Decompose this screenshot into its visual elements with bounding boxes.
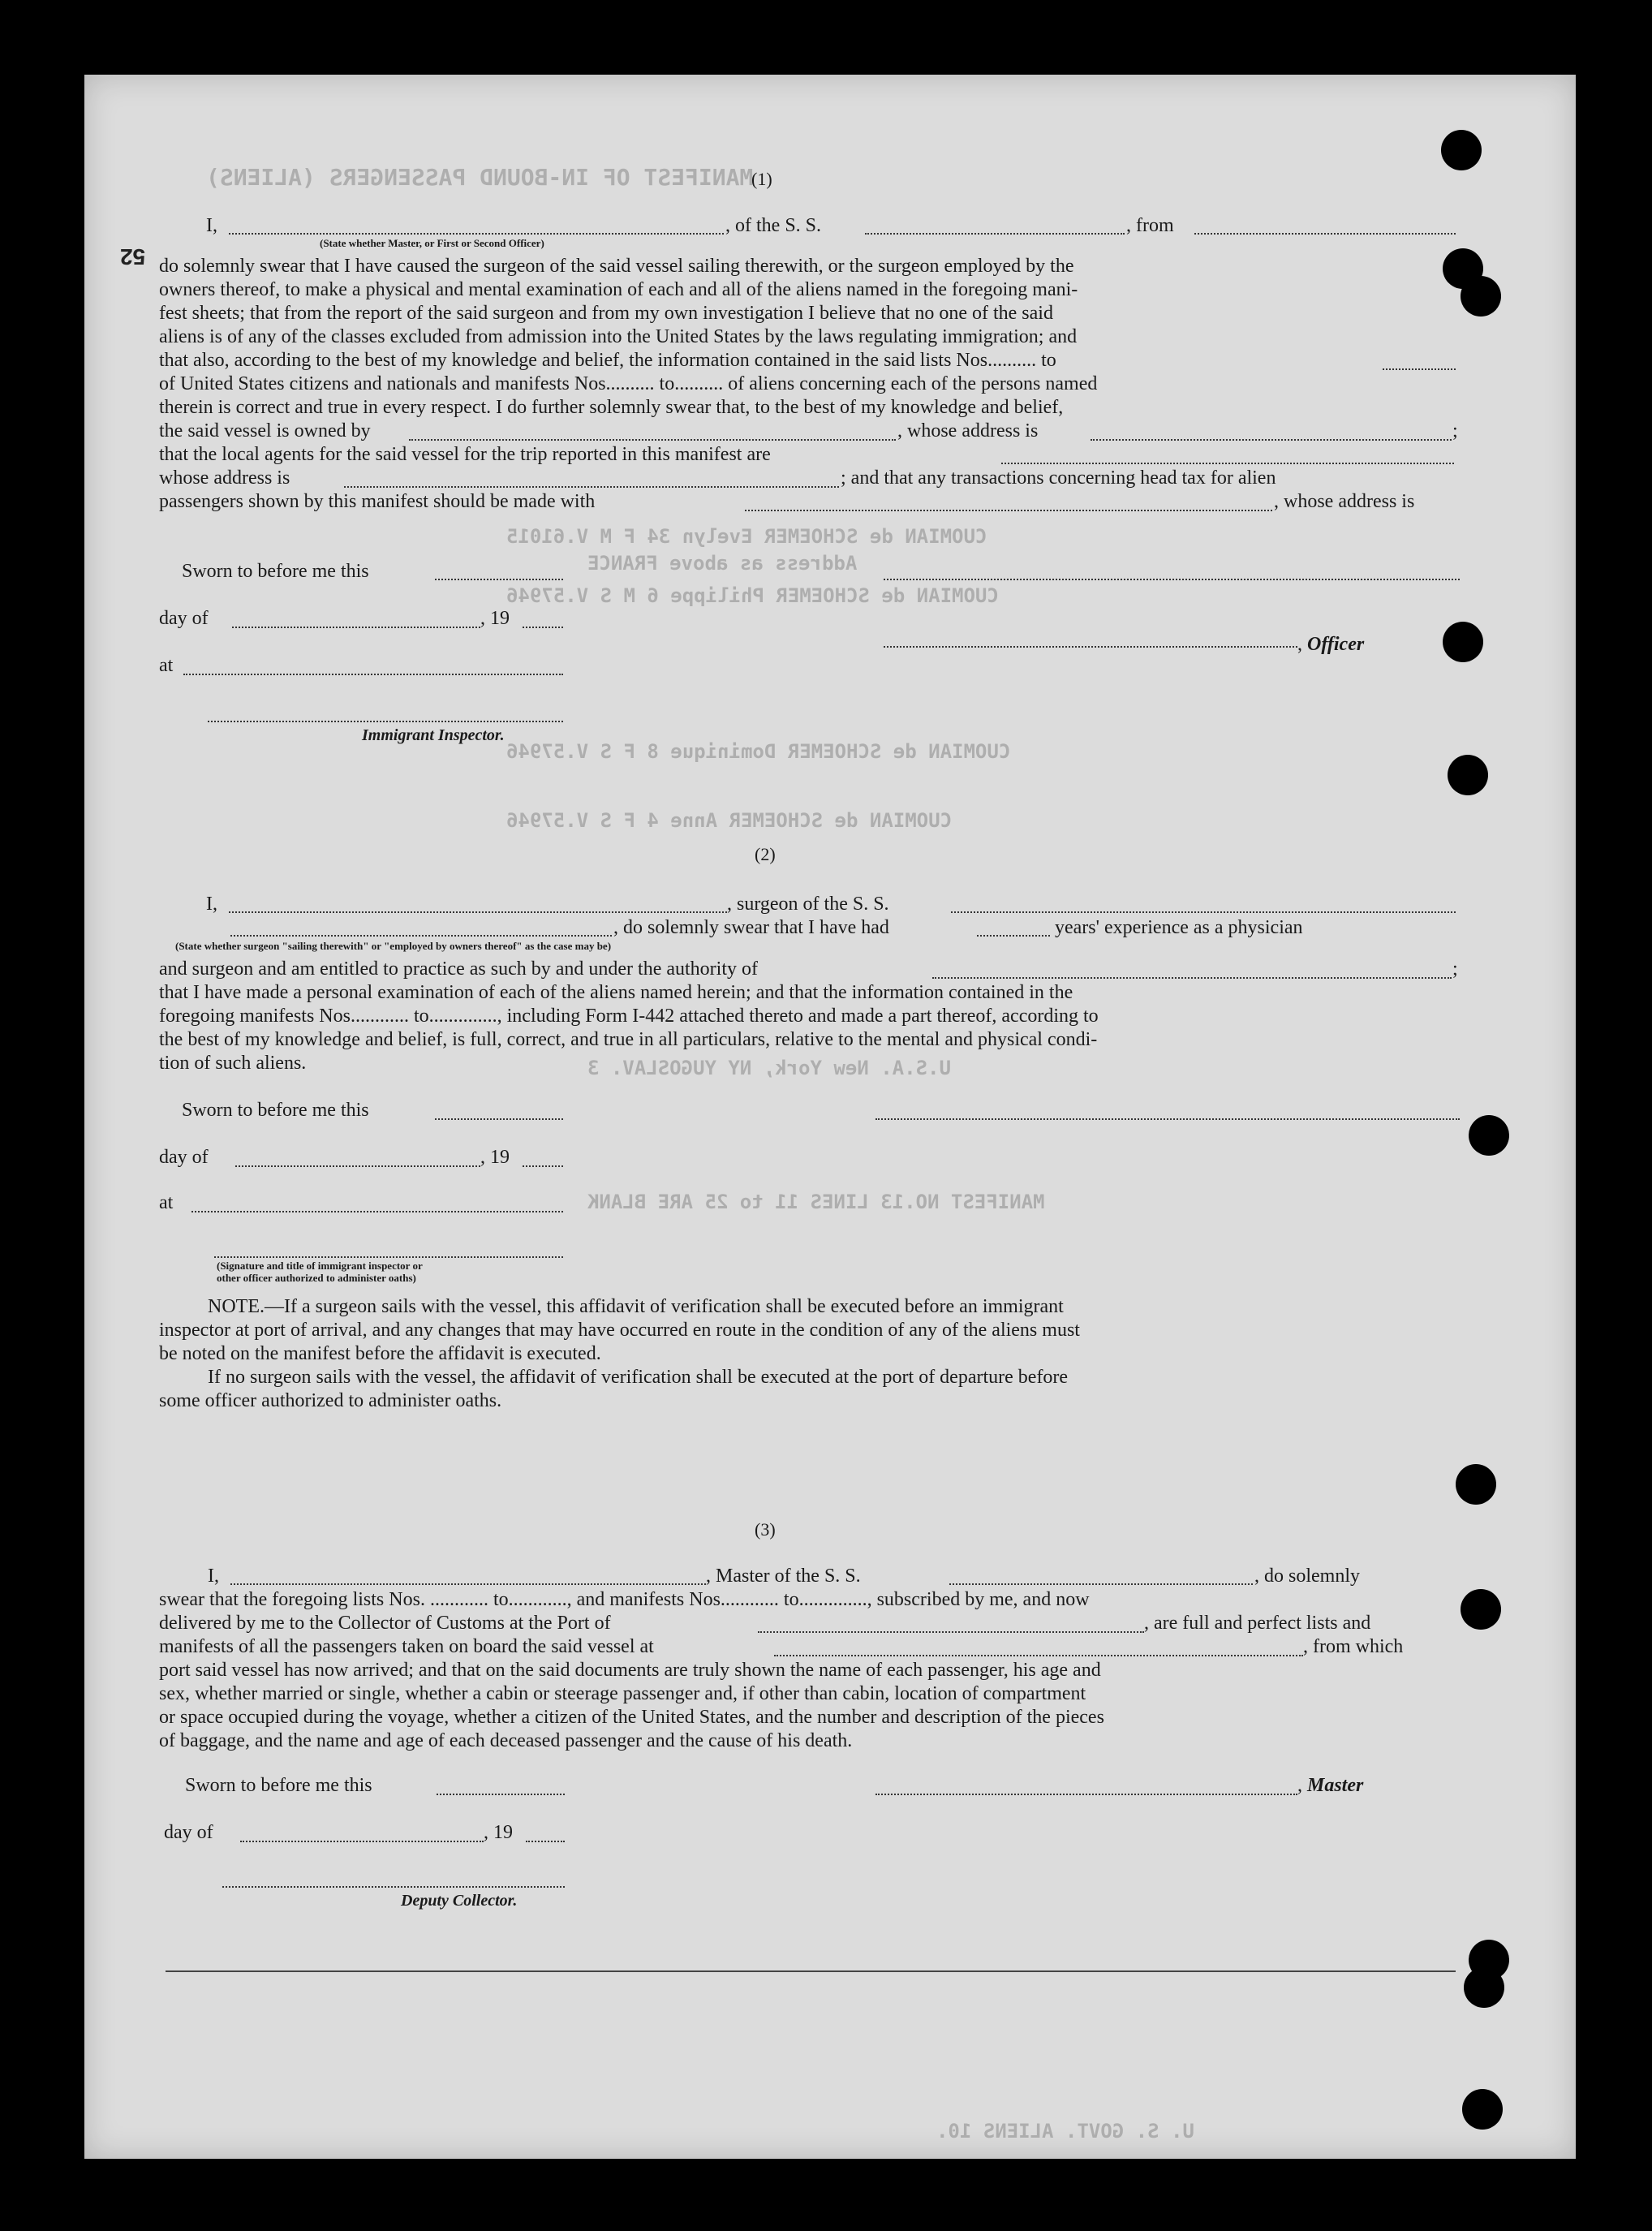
s1-agents-field[interactable] xyxy=(1001,463,1454,464)
s2-day-field[interactable] xyxy=(235,1165,480,1167)
punch-hole xyxy=(1462,2089,1503,2130)
s1-at-field[interactable] xyxy=(183,674,563,675)
s1-line1-from: , from xyxy=(1126,215,1174,236)
s2-authority-field[interactable] xyxy=(932,977,1452,979)
s3-para-line: port said vessel has now arrived; and that on the said documents are truly shown the name of each passenger, his age and xyxy=(159,1660,1101,1681)
punch-hole xyxy=(1464,1967,1504,2008)
s2-note-5: some officer authorized to administer oaths. xyxy=(159,1390,502,1411)
s2-hint: (State whether surgeon "sailing therewith" or "employed by owners thereof" as the case may be) xyxy=(175,940,612,952)
s1-para-line: therein is correct and true in every respect. I do further solemnly swear that, to the best of my knowledge and belief, xyxy=(159,397,1064,418)
s1-para-line: owners thereof, to make a physical and mental examination of each and all of the aliens named in the foregoing mani- xyxy=(159,279,1078,300)
s2-note-1: NOTE.—If a surgeon sails with the vessel, this affidavit of verification shall be executed before an immigrant xyxy=(208,1296,1064,1317)
bleed-through-row: Address as above FRANCE xyxy=(587,552,858,575)
s2-swear: , do solemnly swear that I have had xyxy=(613,917,889,938)
s1-from-field[interactable] xyxy=(1194,233,1456,235)
s3-master: , Master xyxy=(1297,1775,1364,1796)
s1-day-field[interactable] xyxy=(232,627,480,628)
s3-para-line: delivered by me to the Collector of Customs at the Port of xyxy=(159,1613,611,1634)
s1-para-line: fest sheets; that from the report of the said surgeon and from my own investigation I believe that no one of the said xyxy=(159,303,1053,324)
section-1-number: (1) xyxy=(751,169,772,189)
s3-sworn: Sworn to before me this xyxy=(185,1775,372,1796)
s2-note-2: inspector at port of arrival, and any changes that may have occurred en route in the condition of any of the aliens must xyxy=(159,1320,1080,1341)
punch-hole xyxy=(1469,1115,1509,1156)
s1-para-line: aliens is of any of the classes excluded from admission into the United States by the laws regulating immigration; and xyxy=(159,326,1078,347)
punch-hole xyxy=(1461,1589,1501,1630)
bleed-through-row: MANIFEST NO.13 LINES 11 to 25 ARE BLANK xyxy=(587,1191,1045,1213)
section-2-number: (2) xyxy=(755,844,776,864)
s1-sworn-field[interactable] xyxy=(435,579,563,580)
bleed-through-row: CUOMIAN de SCHOEMER Anne 4 F S V.57946 xyxy=(506,809,953,832)
s3-para-line: manifests of all the passengers taken on board the said vessel at xyxy=(159,1636,654,1657)
s3-para-line: sex, whether married or single, whether a cabin or steerage passenger and, if other than cabin, location of compartment xyxy=(159,1683,1086,1704)
bleed-through-row: CUOMIAN de SCHOEMER Philippe 6 M S V.57946 xyxy=(506,584,999,607)
s1-line1-of: , of the S. S. xyxy=(725,215,822,236)
s3-master-label: Master xyxy=(1307,1775,1364,1796)
s2-para-line: foregoing manifests Nos............ to.............., including Form I-442 attached thereto and made a part thereof, according to xyxy=(159,1006,1099,1027)
punch-hole xyxy=(1441,130,1482,170)
s1-officer-label: Officer xyxy=(1307,634,1365,655)
s3-name-field[interactable] xyxy=(230,1583,706,1585)
s1-officer: , Officer xyxy=(1297,634,1365,655)
s1-para-line: that the local agents for the said vessel for the trip reported in this manifest are xyxy=(159,444,771,465)
s1-at: at xyxy=(159,655,174,676)
s1-made-with-end: , whose address is xyxy=(1274,491,1415,512)
s3-boarded-field[interactable] xyxy=(774,1655,1303,1656)
s2-year-field[interactable] xyxy=(523,1165,563,1167)
s3-port-end: , are full and perfect lists and xyxy=(1144,1613,1371,1634)
s1-name-field[interactable] xyxy=(229,233,724,235)
s2-semicolon: ; xyxy=(1452,958,1458,980)
punch-hole xyxy=(1461,276,1501,317)
s1-para-line: passengers shown by this manifest should be made with xyxy=(159,491,596,512)
s3-line1-i: I, xyxy=(208,1566,219,1587)
s1-day-of: day of xyxy=(159,608,209,629)
s3-para-line: of baggage, and the name and age of each deceased passenger and the cause of his death. xyxy=(159,1730,853,1751)
s3-master-sig-field[interactable] xyxy=(875,1794,1297,1795)
s3-nineteen: , 19 xyxy=(484,1822,513,1843)
s2-para-line: that I have made a personal examination of each of the aliens named herein; and that the information contained in the xyxy=(159,982,1073,1003)
s2-sig-hint-1: (Signature and title of immigrant inspector or xyxy=(217,1260,423,1272)
s1-agents-address-field[interactable] xyxy=(344,486,839,488)
s2-name-field[interactable] xyxy=(229,911,727,913)
punch-hole xyxy=(1448,755,1488,795)
s3-para-line: swear that the foregoing lists Nos. ............ to............, and manifests Nos............ to.............., subscribed by me, and now xyxy=(159,1589,1090,1610)
s3-para-line: or space occupied during the voyage, whether a citizen of the United States, and the number and description of the pieces xyxy=(159,1707,1104,1728)
section-3-number: (3) xyxy=(755,1519,776,1540)
punch-hole xyxy=(1443,622,1483,662)
s2-nineteen: , 19 xyxy=(480,1147,510,1168)
bleed-through-header: MANIFEST OF IN-BOUND PASSENGERS (ALIENS) xyxy=(206,164,754,191)
s2-at: at xyxy=(159,1192,174,1213)
s2-surgeon: , surgeon of the S. S. xyxy=(727,894,889,915)
s2-vessel-field[interactable] xyxy=(951,911,1456,913)
s1-address-mid: ; and that any transactions concerning head tax for alien xyxy=(841,467,1276,489)
s1-para-line: of United States citizens and nationals and manifests Nos.......... to.......... of aliens concerning each of the persons named xyxy=(159,373,1098,394)
s1-owner-address-field[interactable] xyxy=(1091,439,1452,441)
s2-years: years' experience as a physician xyxy=(1055,917,1303,938)
bleed-through-row: CUOMIAN de SCHOEMER Evelyn 34 F M V.61015 xyxy=(506,525,987,548)
s1-para-line: the said vessel is owned by xyxy=(159,420,371,441)
s2-sworn: Sworn to before me this xyxy=(182,1100,369,1121)
s3-year-field[interactable] xyxy=(526,1841,565,1842)
s1-lists-to-field[interactable] xyxy=(1383,368,1456,370)
s2-para-line: tion of such aliens. xyxy=(159,1053,307,1074)
s3-port-field[interactable] xyxy=(758,1631,1144,1633)
s1-line1-i: I, xyxy=(206,215,217,236)
s2-para-line: the best of my knowledge and belief, is full, correct, and true in all particulars, relative to the mental and physical condi- xyxy=(159,1029,1098,1050)
s2-sig-field[interactable] xyxy=(214,1256,563,1258)
s1-vessel-field[interactable] xyxy=(865,233,1125,235)
s3-end: , do solemnly xyxy=(1254,1566,1360,1587)
s1-para-line: that also, according to the best of my knowledge and belief, the information contained in the said lists Nos.......... to xyxy=(159,350,1056,371)
bleed-through-row: CUOMIAN de SCHOEMER Dominique 8 F S V.57946 xyxy=(506,740,1011,763)
s3-sworn-field[interactable] xyxy=(437,1794,565,1795)
s3-day-of: day of xyxy=(164,1822,213,1843)
manifest-page xyxy=(84,75,1576,2159)
margin-number: 52 xyxy=(120,244,146,269)
s2-years-field[interactable] xyxy=(977,935,1050,937)
s1-para-line: whose address is xyxy=(159,467,290,489)
s3-deputy-field[interactable] xyxy=(222,1886,565,1888)
s2-note-3: be noted on the manifest before the affidavit is executed. xyxy=(159,1343,601,1364)
punch-hole xyxy=(1456,1464,1496,1505)
s1-sworn: Sworn to before me this xyxy=(182,561,369,582)
s2-sig-hint-2: other officer authorized to administer oaths) xyxy=(217,1272,416,1284)
s2-at-field[interactable] xyxy=(191,1211,563,1212)
s2-sworn-field[interactable] xyxy=(435,1118,563,1120)
s1-owned-mid: , whose address is xyxy=(897,420,1039,441)
s2-surgeon-sig-field[interactable] xyxy=(875,1118,1460,1120)
s1-inspector-label: Immigrant Inspector. xyxy=(362,726,505,744)
s1-para-line: do solemnly swear that I have caused the surgeon of the said vessel sailing therewith, or the surgeon employed by the xyxy=(159,256,1074,277)
s2-para-line: and surgeon and am entitled to practice as such by and under the authority of xyxy=(159,958,758,980)
s3-vessel-field[interactable] xyxy=(949,1583,1253,1585)
s2-hint-field[interactable] xyxy=(230,935,612,937)
s1-year-field[interactable] xyxy=(523,627,563,628)
s3-from-which: , from which xyxy=(1303,1636,1404,1657)
bottom-rule xyxy=(166,1970,1456,1972)
s3-day-field[interactable] xyxy=(240,1841,484,1842)
bleed-through-row: U.S.A. New York, NY YUGOSLAV. 3 xyxy=(587,1057,951,1079)
s1-nineteen: , 19 xyxy=(480,608,510,629)
s1-officer-sig-field[interactable] xyxy=(884,579,1460,580)
s1-inspector-field[interactable] xyxy=(208,721,563,722)
s1-made-with-field[interactable] xyxy=(745,510,1272,511)
s1-officer-field[interactable] xyxy=(884,646,1297,648)
s2-line1-i: I, xyxy=(206,894,217,915)
bleed-through-footer: U. S. GOVT. ALIENS 10. xyxy=(936,2120,1194,2143)
s2-note-4: If no surgeon sails with the vessel, the affidavit of verification shall be executed at the port of departure before xyxy=(208,1367,1069,1388)
s3-deputy-label: Deputy Collector. xyxy=(401,1892,518,1910)
s2-day-of: day of xyxy=(159,1147,209,1168)
s1-semicolon: ; xyxy=(1452,420,1458,441)
s3-master: , Master of the S. S. xyxy=(706,1566,861,1587)
s1-hint: (State whether Master, or First or Second Officer) xyxy=(320,237,544,249)
s1-owner-field[interactable] xyxy=(409,439,896,441)
